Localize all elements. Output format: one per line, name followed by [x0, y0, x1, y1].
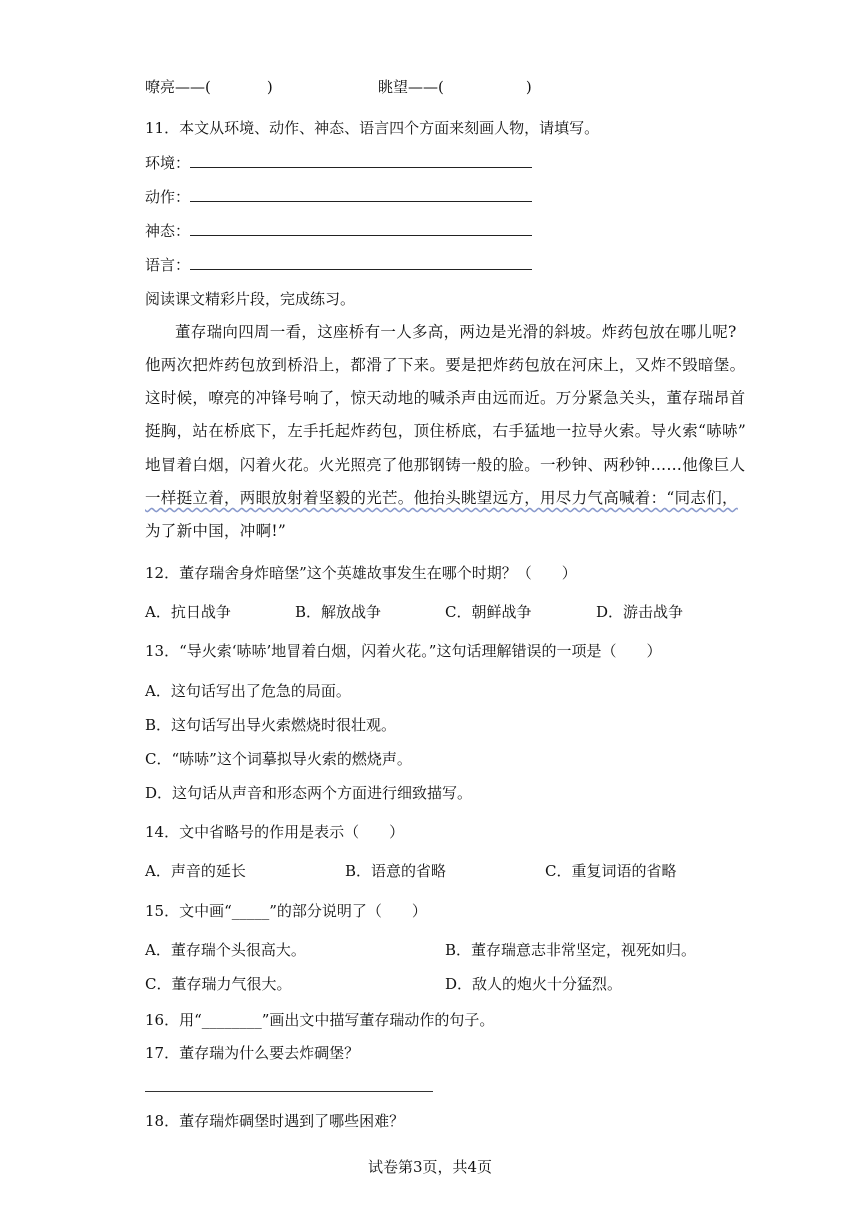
q10-word1: 嘹亮——( ) — [145, 78, 273, 96]
q14-option-a[interactable]: A．声音的延长 — [145, 862, 246, 880]
q14-question: 14．文中省略号的作用是表示（ ） — [145, 823, 405, 841]
q15-question: 15．文中画“_____”的部分说明了（ ） — [145, 902, 427, 920]
answer-blank[interactable] — [190, 221, 532, 236]
q16-question: 16．用“________”画出文中描写董存瑞动作的句子。 — [145, 1011, 495, 1029]
q11-expression: 神态： — [145, 221, 532, 241]
passage-line — [145, 488, 738, 508]
q17-question: 17．董存瑞为什么要去炸碉堡？ — [145, 1044, 360, 1062]
q13-option-c[interactable]: C．“哧哧”这个词摹拟导火索的燃烧声。 — [145, 750, 412, 768]
q11-question: 11．本文从环境、动作、神态、语言四个方面来刻画人物，请填写。 — [145, 119, 600, 137]
reading-intro: 阅读课文精彩片段，完成练习。 — [145, 290, 356, 308]
q11-environment: 环境： — [145, 153, 532, 173]
underlined-passage: 一样挺立着，两眼放射着坚毅的光芒。他抬头眺望远方，用尽力气高喊着：“同志们， — [145, 489, 738, 507]
q10-word2: 眺望——( ) — [378, 78, 532, 96]
q12-option-d[interactable]: D．游击战争 — [596, 603, 684, 621]
q14-option-b[interactable]: B．语意的省略 — [345, 862, 447, 880]
q14-option-c[interactable]: C．重复词语的省略 — [545, 862, 677, 880]
q13-option-d[interactable]: D．这句话从声音和形态两个方面进行细致描写。 — [145, 784, 473, 802]
passage-line: 这时候，嘹亮的冲锋号响了，惊天动地的喊杀声由远而近。万分紧急关头，董存瑞昂首 — [145, 389, 746, 407]
passage-line: 他两次把炸药包放到桥沿上，都滑了下来。要是把炸药包放在河床上，又炸不毁暗堡。 — [145, 356, 746, 374]
q18-question: 18．董存瑞炸碉堡时遇到了哪些困难？ — [145, 1112, 405, 1130]
q15-option-c[interactable]: C．董存瑞力气很大。 — [145, 975, 292, 993]
q13-option-a[interactable]: A．这句话写出了危急的局面。 — [145, 682, 351, 700]
q12-option-c[interactable]: C．朝鲜战争 — [445, 603, 532, 621]
passage-line: 为了新中国，冲啊!” — [145, 522, 287, 540]
q15-option-a[interactable]: A．董存瑞个头很高大。 — [145, 941, 306, 959]
page-footer: 试卷第3页，共4页 — [367, 1158, 493, 1176]
q12-option-a[interactable]: A．抗日战争 — [145, 603, 231, 621]
answer-blank[interactable] — [190, 153, 532, 168]
q12-question: 12．董存瑞舍身炸暗堡”这个英雄故事发生在哪个时期？（ ） — [145, 564, 577, 582]
passage-line: 董存瑞向四周一看，这座桥有一人多高，两边是光滑的斜坡。炸药包放在哪儿呢? — [175, 323, 737, 341]
answer-line[interactable] — [145, 1091, 433, 1092]
q13-option-b[interactable]: B．这句话写出导火索燃烧时很壮观。 — [145, 716, 397, 734]
q11-speech: 语言： — [145, 255, 532, 275]
answer-blank[interactable] — [190, 187, 532, 202]
passage-line: 挺胸，站在桥底下，左手托起炸药包，顶住桥底，右手猛地一拉导火索。导火索“哧哧” — [145, 422, 747, 440]
q12-option-b[interactable]: B．解放战争 — [295, 603, 382, 621]
q15-option-b[interactable]: B．董存瑞意志非常坚定，视死如归。 — [445, 941, 697, 959]
q13-question: 13．“导火索‘哧哧’地冒着白烟，闪着火花。”这句话理解错误的一项是（ ） — [145, 642, 662, 660]
q11-action: 动作： — [145, 187, 532, 207]
answer-blank[interactable] — [190, 255, 532, 270]
passage-line: 地冒着白烟，闪着火花。火光照亮了他那钢铸一般的脸。一秒钟、两秒钟……他像巨人 — [145, 456, 746, 474]
q15-option-d[interactable]: D．敌人的炮火十分猛烈。 — [445, 975, 623, 993]
